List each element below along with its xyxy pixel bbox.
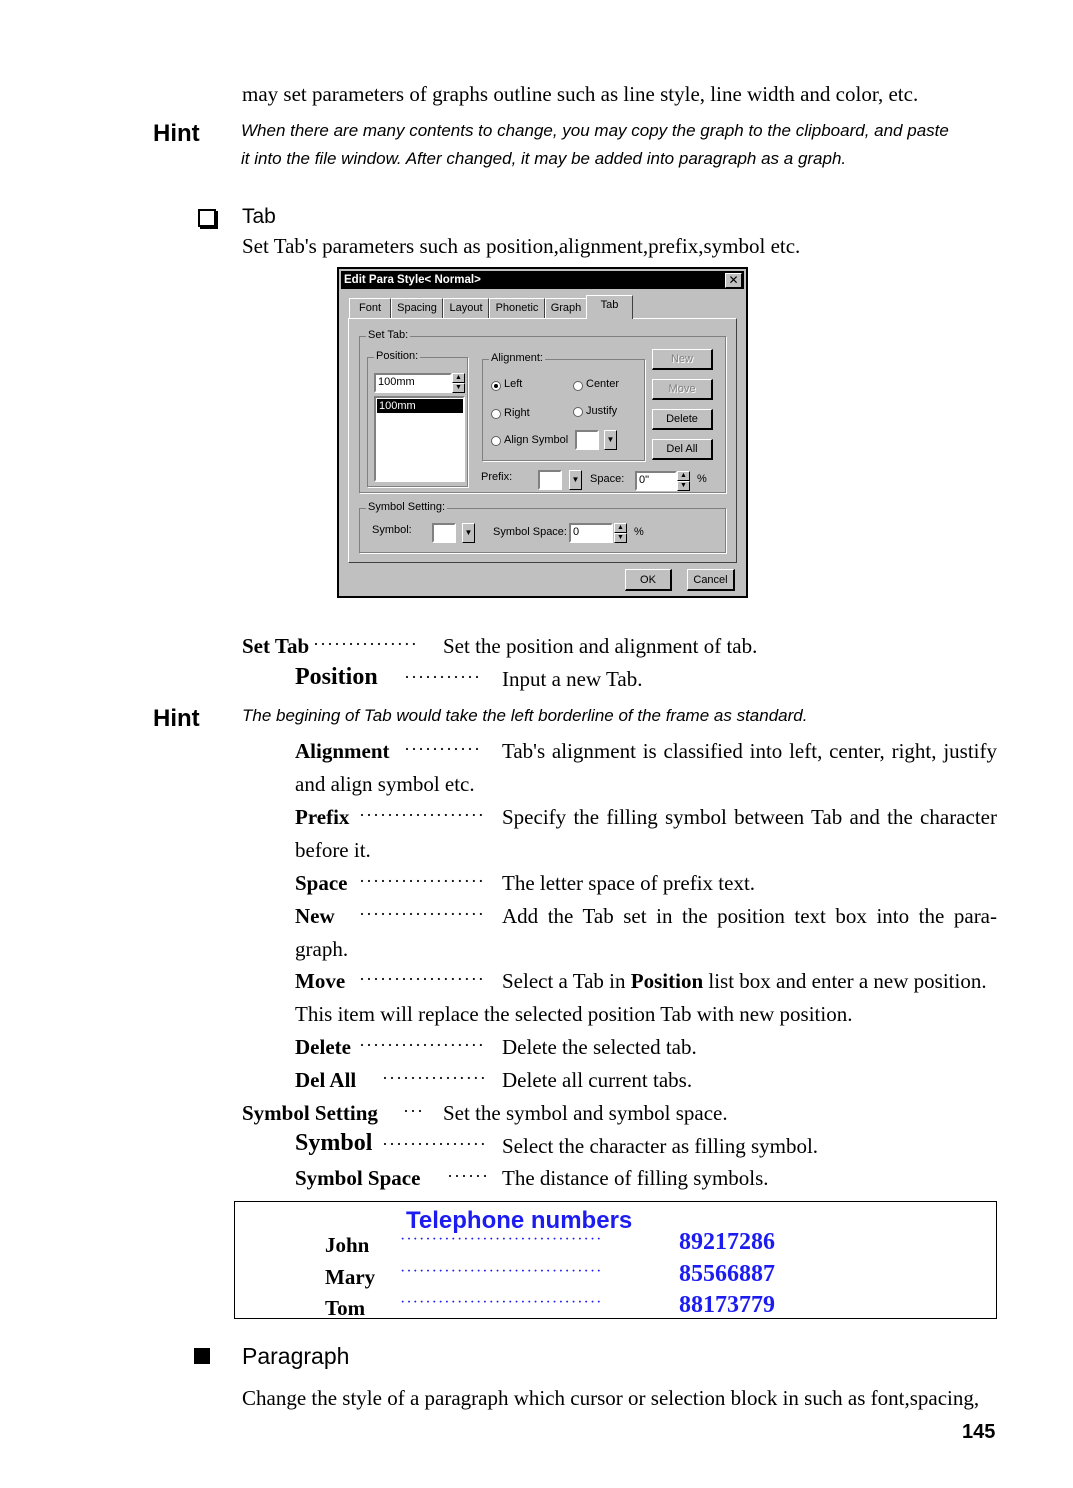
position-spin-up-icon[interactable]: ▲ <box>452 373 465 383</box>
align-center-label: Center <box>586 378 620 390</box>
tab-phonetic[interactable]: Phonetic <box>489 298 545 318</box>
space-spin-up-icon[interactable]: ▲ <box>677 471 690 481</box>
position-listbox[interactable] <box>374 396 465 482</box>
term-prefix: Prefix <box>295 805 350 829</box>
leader-dots: ································ <box>400 1263 603 1280</box>
close-icon[interactable]: ✕ <box>725 273 742 288</box>
align-symbol-input[interactable] <box>575 430 599 450</box>
tab-font[interactable]: Font <box>349 298 391 318</box>
hint-text-line-2: it into the file window. After changed, it may be added into paragraph as a graph. <box>241 149 847 168</box>
term-alignment: Alignment <box>295 739 390 763</box>
term-position: Position <box>295 664 378 690</box>
telephone-example-box <box>234 1201 997 1319</box>
align-justify-radio[interactable] <box>573 407 583 417</box>
section-title-tab: Tab <box>242 205 276 228</box>
desc-set-tab: Set the position and alignment of tab. <box>443 634 758 658</box>
tab-spacing[interactable]: Spacing <box>391 298 443 318</box>
align-symbol-dropdown-icon[interactable]: ▼ <box>604 430 617 450</box>
symbol-space-label: Symbol Space: <box>493 526 567 538</box>
telephone-title: Telephone numbers <box>406 1207 633 1234</box>
desc-move-bold: Position <box>630 969 704 993</box>
desc-position: Input a new Tab. <box>502 667 643 691</box>
edit-para-style-dialog <box>337 267 748 598</box>
section-description-tab: Set Tab's parameters such as position,alignment,prefix,symbol etc. <box>242 234 801 258</box>
body-text-line: may set parameters of graphs outline such as line style, line width and color, etc. <box>242 82 919 106</box>
position-list-item[interactable]: 100mm <box>377 399 463 413</box>
leader-dots: ··············· <box>382 1068 487 1088</box>
prefix-label: Prefix: <box>481 471 513 483</box>
leader-dots: ······ <box>447 1166 489 1186</box>
align-center-radio[interactable] <box>573 381 583 391</box>
position-input[interactable]: 100mm <box>374 373 452 393</box>
leader-dots: ································ <box>400 1294 603 1311</box>
tab-tab[interactable]: Tab <box>586 295 633 319</box>
term-symbol-space: Symbol Space <box>295 1166 421 1190</box>
desc-move-cont: This item will replace the selected position Tab with new position. <box>295 1002 853 1026</box>
align-justify-label: Justify <box>586 405 618 417</box>
position-group <box>367 350 468 487</box>
ok-button[interactable]: OK <box>625 569 672 591</box>
desc-move-post: list box and enter a new position. <box>703 969 987 993</box>
alignment-group-label: Alignment: <box>491 352 543 364</box>
align-symbol-radio[interactable] <box>491 436 501 446</box>
page-number: 145 <box>962 1421 996 1443</box>
tab-panel <box>348 318 737 563</box>
term-set-tab: Set Tab <box>242 634 310 658</box>
desc-alignment: Tab's alignment is classified into left, center, right, justify <box>502 739 997 763</box>
leader-dots: ··············· <box>313 634 418 654</box>
hint-text-line-1: When there are many contents to change, you may copy the graph to the clipboard, and paste <box>241 121 949 140</box>
position-group-label: Position: <box>376 350 419 362</box>
desc-symbol-setting: Set the symbol and symbol space. <box>443 1101 728 1125</box>
desc-space: The letter space of prefix text. <box>502 871 756 895</box>
leader-dots: ·················· <box>359 805 485 825</box>
set-tab-group <box>359 329 726 493</box>
align-symbol-label: Align Symbol <box>504 434 569 446</box>
desc-alignment-cont: and align symbol etc. <box>295 772 475 796</box>
tab-graph[interactable]: Graph <box>545 298 587 318</box>
leader-dots: ··· <box>403 1101 424 1121</box>
dialog-titlebar <box>341 271 744 289</box>
prefix-dropdown-icon[interactable]: ▼ <box>569 470 582 490</box>
desc-new: Add the Tab set in the position text box into the para- <box>502 904 997 928</box>
delete-button[interactable]: Delete <box>652 409 713 430</box>
telephone-name: Mary <box>325 1265 376 1289</box>
symbol-space-input[interactable]: 0 <box>569 523 613 543</box>
desc-del-all: Delete all current tabs. <box>502 1068 693 1092</box>
space-input[interactable]: 0" <box>635 471 677 491</box>
desc-move-pre: Select a Tab in <box>502 969 631 993</box>
alignment-group <box>482 352 645 461</box>
leader-dots: ·················· <box>359 969 485 989</box>
hint-label: Hint <box>153 120 200 147</box>
del-all-button[interactable]: Del All <box>652 439 713 460</box>
section-description-paragraph: Change the style of a paragraph which cursor or selection block in such as font,spacing, <box>242 1386 980 1410</box>
new-button[interactable]: New <box>652 349 713 370</box>
term-new: New <box>295 904 335 928</box>
symbol-setting-group-label: Symbol Setting: <box>368 501 446 513</box>
prefix-input[interactable] <box>538 470 562 490</box>
dialog-title: Edit Para Style< Normal> <box>344 274 481 286</box>
move-button[interactable]: Move <box>652 379 713 400</box>
symbol-space-percent-label: % <box>634 526 644 538</box>
desc-prefix: Specify the filling symbol between Tab and the character <box>502 805 997 829</box>
symbol-label: Symbol: <box>372 524 412 536</box>
symbol-space-spin-up-icon[interactable]: ▲ <box>614 523 627 533</box>
set-tab-group-label: Set Tab: <box>368 329 409 341</box>
term-symbol-setting: Symbol Setting <box>242 1101 378 1125</box>
leader-dots: ··········· <box>404 667 481 687</box>
symbol-space-spin-down-icon[interactable]: ▼ <box>614 533 627 543</box>
align-left-label: Left <box>504 378 523 390</box>
term-delete: Delete <box>295 1035 351 1059</box>
align-left-radio[interactable] <box>491 381 501 391</box>
leader-dots: ·················· <box>359 904 485 924</box>
hint-text-line: The begining of Tab would take the left borderline of the frame as standard. <box>242 706 808 725</box>
desc-delete: Delete the selected tab. <box>502 1035 697 1059</box>
tab-layout[interactable]: Layout <box>443 298 489 318</box>
symbol-dropdown-icon[interactable]: ▼ <box>462 523 475 543</box>
telephone-number: 85566887 <box>679 1261 775 1287</box>
term-space: Space <box>295 871 348 895</box>
space-label: Space: <box>590 473 625 485</box>
term-symbol: Symbol <box>295 1130 373 1156</box>
symbol-input[interactable] <box>432 523 456 543</box>
telephone-number: 89217286 <box>679 1229 775 1255</box>
desc-symbol-space: The distance of filling symbols. <box>502 1166 769 1190</box>
telephone-name: Tom <box>325 1296 366 1320</box>
desc-symbol: Select the character as filling symbol. <box>502 1134 819 1158</box>
term-del-all: Del All <box>295 1068 357 1092</box>
space-percent-label: % <box>697 473 707 485</box>
align-right-radio[interactable] <box>491 409 501 419</box>
telephone-name: John <box>325 1233 370 1257</box>
desc-new-cont: graph. <box>295 937 349 961</box>
term-move: Move <box>295 969 346 993</box>
hint-label: Hint <box>153 705 200 732</box>
leader-dots: ·················· <box>359 871 485 891</box>
align-right-label: Right <box>504 407 530 419</box>
desc-move <box>502 969 987 994</box>
position-spin-down-icon[interactable]: ▼ <box>452 383 465 393</box>
leader-dots: ··········· <box>404 739 481 759</box>
leader-dots: ································ <box>400 1231 603 1248</box>
leader-dots: ··············· <box>382 1134 487 1154</box>
telephone-number: 88173779 <box>679 1292 775 1318</box>
leader-dots: ·················· <box>359 1035 485 1055</box>
symbol-setting-group <box>359 501 726 553</box>
desc-prefix-cont: before it. <box>295 838 371 862</box>
section-title-paragraph: Paragraph <box>242 1343 350 1369</box>
space-spin-down-icon[interactable]: ▼ <box>677 481 690 491</box>
square-bullet-icon <box>194 1348 210 1364</box>
checkbox-bullet-icon <box>198 209 216 227</box>
cancel-button[interactable]: Cancel <box>687 569 735 591</box>
